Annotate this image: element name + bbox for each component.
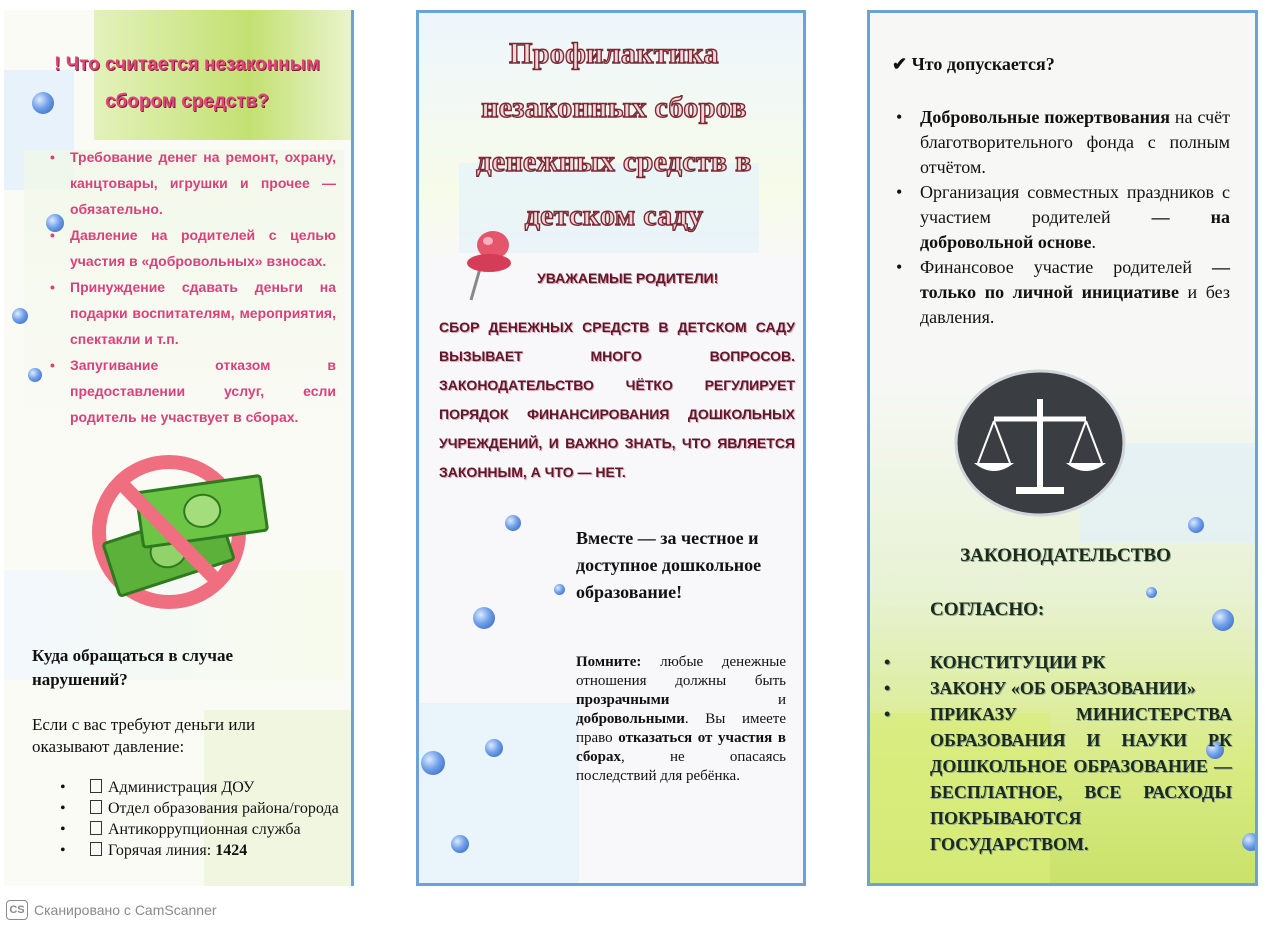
- law-title: ЗАКОНОДАТЕЛЬСТВО: [960, 545, 1171, 566]
- scanner-watermark: [6, 900, 217, 920]
- bubble: [1146, 587, 1157, 598]
- bubble: [1212, 609, 1234, 631]
- together-slogan: Вместе — за честное и доступное дошкольное образование!: [576, 528, 762, 602]
- law-item: • ПРИКАЗУ МИНИСТЕРСТВА ОБРАЗОВАНИЯ И НАУКИ РК ДОШКОЛЬНОЕ ОБРАЗОВАНИЕ — БЕСПЛАТНОЕ, ВСЕ РАСХОДЫ ПОКРЫВАЮТСЯ ГОСУДАРСТВОМ.: [882, 701, 1232, 857]
- list-item: • Принуждение сдавать деньги на подарки воспитателям, мероприятия, спектакли и т.п.: [48, 274, 336, 352]
- bubble: [505, 515, 521, 531]
- intro-text: СБОР ДЕНЕЖНЫХ СРЕДСТВ В ДЕТСКОМ САДУ ВЫЗЫВАЕТ МНОГО ВОПРОСОВ. ЗАКОНОДАТЕЛЬСТВО ЧЁТКО РЕГУЛИРУЕТ ПОРЯДОК ФИНАНСИРОВАНИЯ ДОШКОЛЬНЫХ УЧРЕЖДЕНИЙ, И ВАЖНО ЗНАТЬ, ЧТО ЯВЛЯЕТСЯ ЗАКОННЫМ, А ЧТО — НЕТ.: [439, 319, 795, 480]
- panel-left: [4, 10, 354, 886]
- watermark-text: Сканировано с CamScanner: [34, 902, 217, 918]
- list-item: • Финансовое участие родителей — только по личной инициативе и без давления.: [894, 255, 1230, 330]
- list-item: • Добровольные пожертвования на счёт благотворительного фонда с полным отчётом.: [894, 105, 1230, 180]
- bubble: [1188, 517, 1204, 533]
- bubble: [1242, 833, 1258, 851]
- list-item: • Требование денег на ремонт, охрану, канцтовары, игрушки и прочее — обязательно.: [48, 144, 336, 222]
- greeting: УВАЖАЕМЫЕ РОДИТЕЛИ!: [537, 270, 719, 286]
- law-item: • КОНСТИТУЦИИ РК: [882, 649, 1232, 675]
- laws-list: [882, 649, 1232, 857]
- panel-center: [416, 10, 806, 886]
- scales-icon: [954, 369, 1130, 519]
- bubble: [12, 308, 28, 324]
- list-item: • Давление на родителей с целью участия в «добровольных» взносах.: [48, 222, 336, 274]
- panel-border: [351, 10, 354, 886]
- law-item: • ЗАКОНУ «ОБ ОБРАЗОВАНИИ»: [882, 675, 1232, 701]
- allowed-list: [894, 105, 1230, 330]
- list-item: • Организация совместных праздников с участием родителей — на добровольной основе.: [894, 180, 1230, 255]
- checkbox-icon: [90, 800, 102, 814]
- illegal-list: [48, 144, 336, 430]
- main-title: Профилактика незаконных сборов денежных средств в детском саду: [476, 37, 752, 232]
- pushpin-icon: [463, 225, 523, 305]
- contact-item: • Антикоррупционная служба: [58, 819, 348, 840]
- checkbox-icon: [90, 842, 102, 856]
- list-item: • Запугивание отказом в предоставлении услуг, если родитель не участвует в сборах.: [48, 352, 336, 430]
- hotline-number: 1424: [215, 842, 248, 859]
- where-to-go-title: Куда обращаться в случае нарушений?: [32, 646, 234, 689]
- checkbox-icon: [90, 779, 102, 793]
- contact-item: • Администрация ДОУ: [58, 777, 348, 798]
- bubble: [554, 584, 565, 595]
- checkmark-icon: ✔: [892, 54, 912, 74]
- no-money-icon: [84, 450, 274, 615]
- checkbox-icon: [90, 821, 102, 835]
- bottom-decor: [419, 703, 579, 886]
- camscanner-icon: CS: [6, 900, 28, 920]
- bubble: [485, 739, 503, 757]
- allowed-title: ✔ Что допускается?: [892, 54, 1055, 74]
- panel-left-title: ! Что считается незаконным сбором средств?: [54, 54, 320, 112]
- panel-right: [867, 10, 1258, 886]
- bubble: [451, 835, 469, 853]
- contact-item: • Отдел образования района/города: [58, 798, 348, 819]
- bubble: [421, 751, 445, 775]
- according-label: СОГЛАСНО:: [930, 599, 1045, 620]
- bubble: [473, 607, 495, 629]
- remember-note: Помните: любые денежные отношения должны быть прозрачными и добровольными. Вы имеете право отказаться от участия в сборах, не опасаясь последствий для ребёнка.: [576, 654, 786, 784]
- bubble: [28, 368, 42, 382]
- contact-item: • Горячая линия: 1424: [58, 840, 348, 861]
- contacts-list: [58, 777, 348, 861]
- where-to-go-text: Если с вас требуют деньги или оказывают давление:: [32, 715, 256, 756]
